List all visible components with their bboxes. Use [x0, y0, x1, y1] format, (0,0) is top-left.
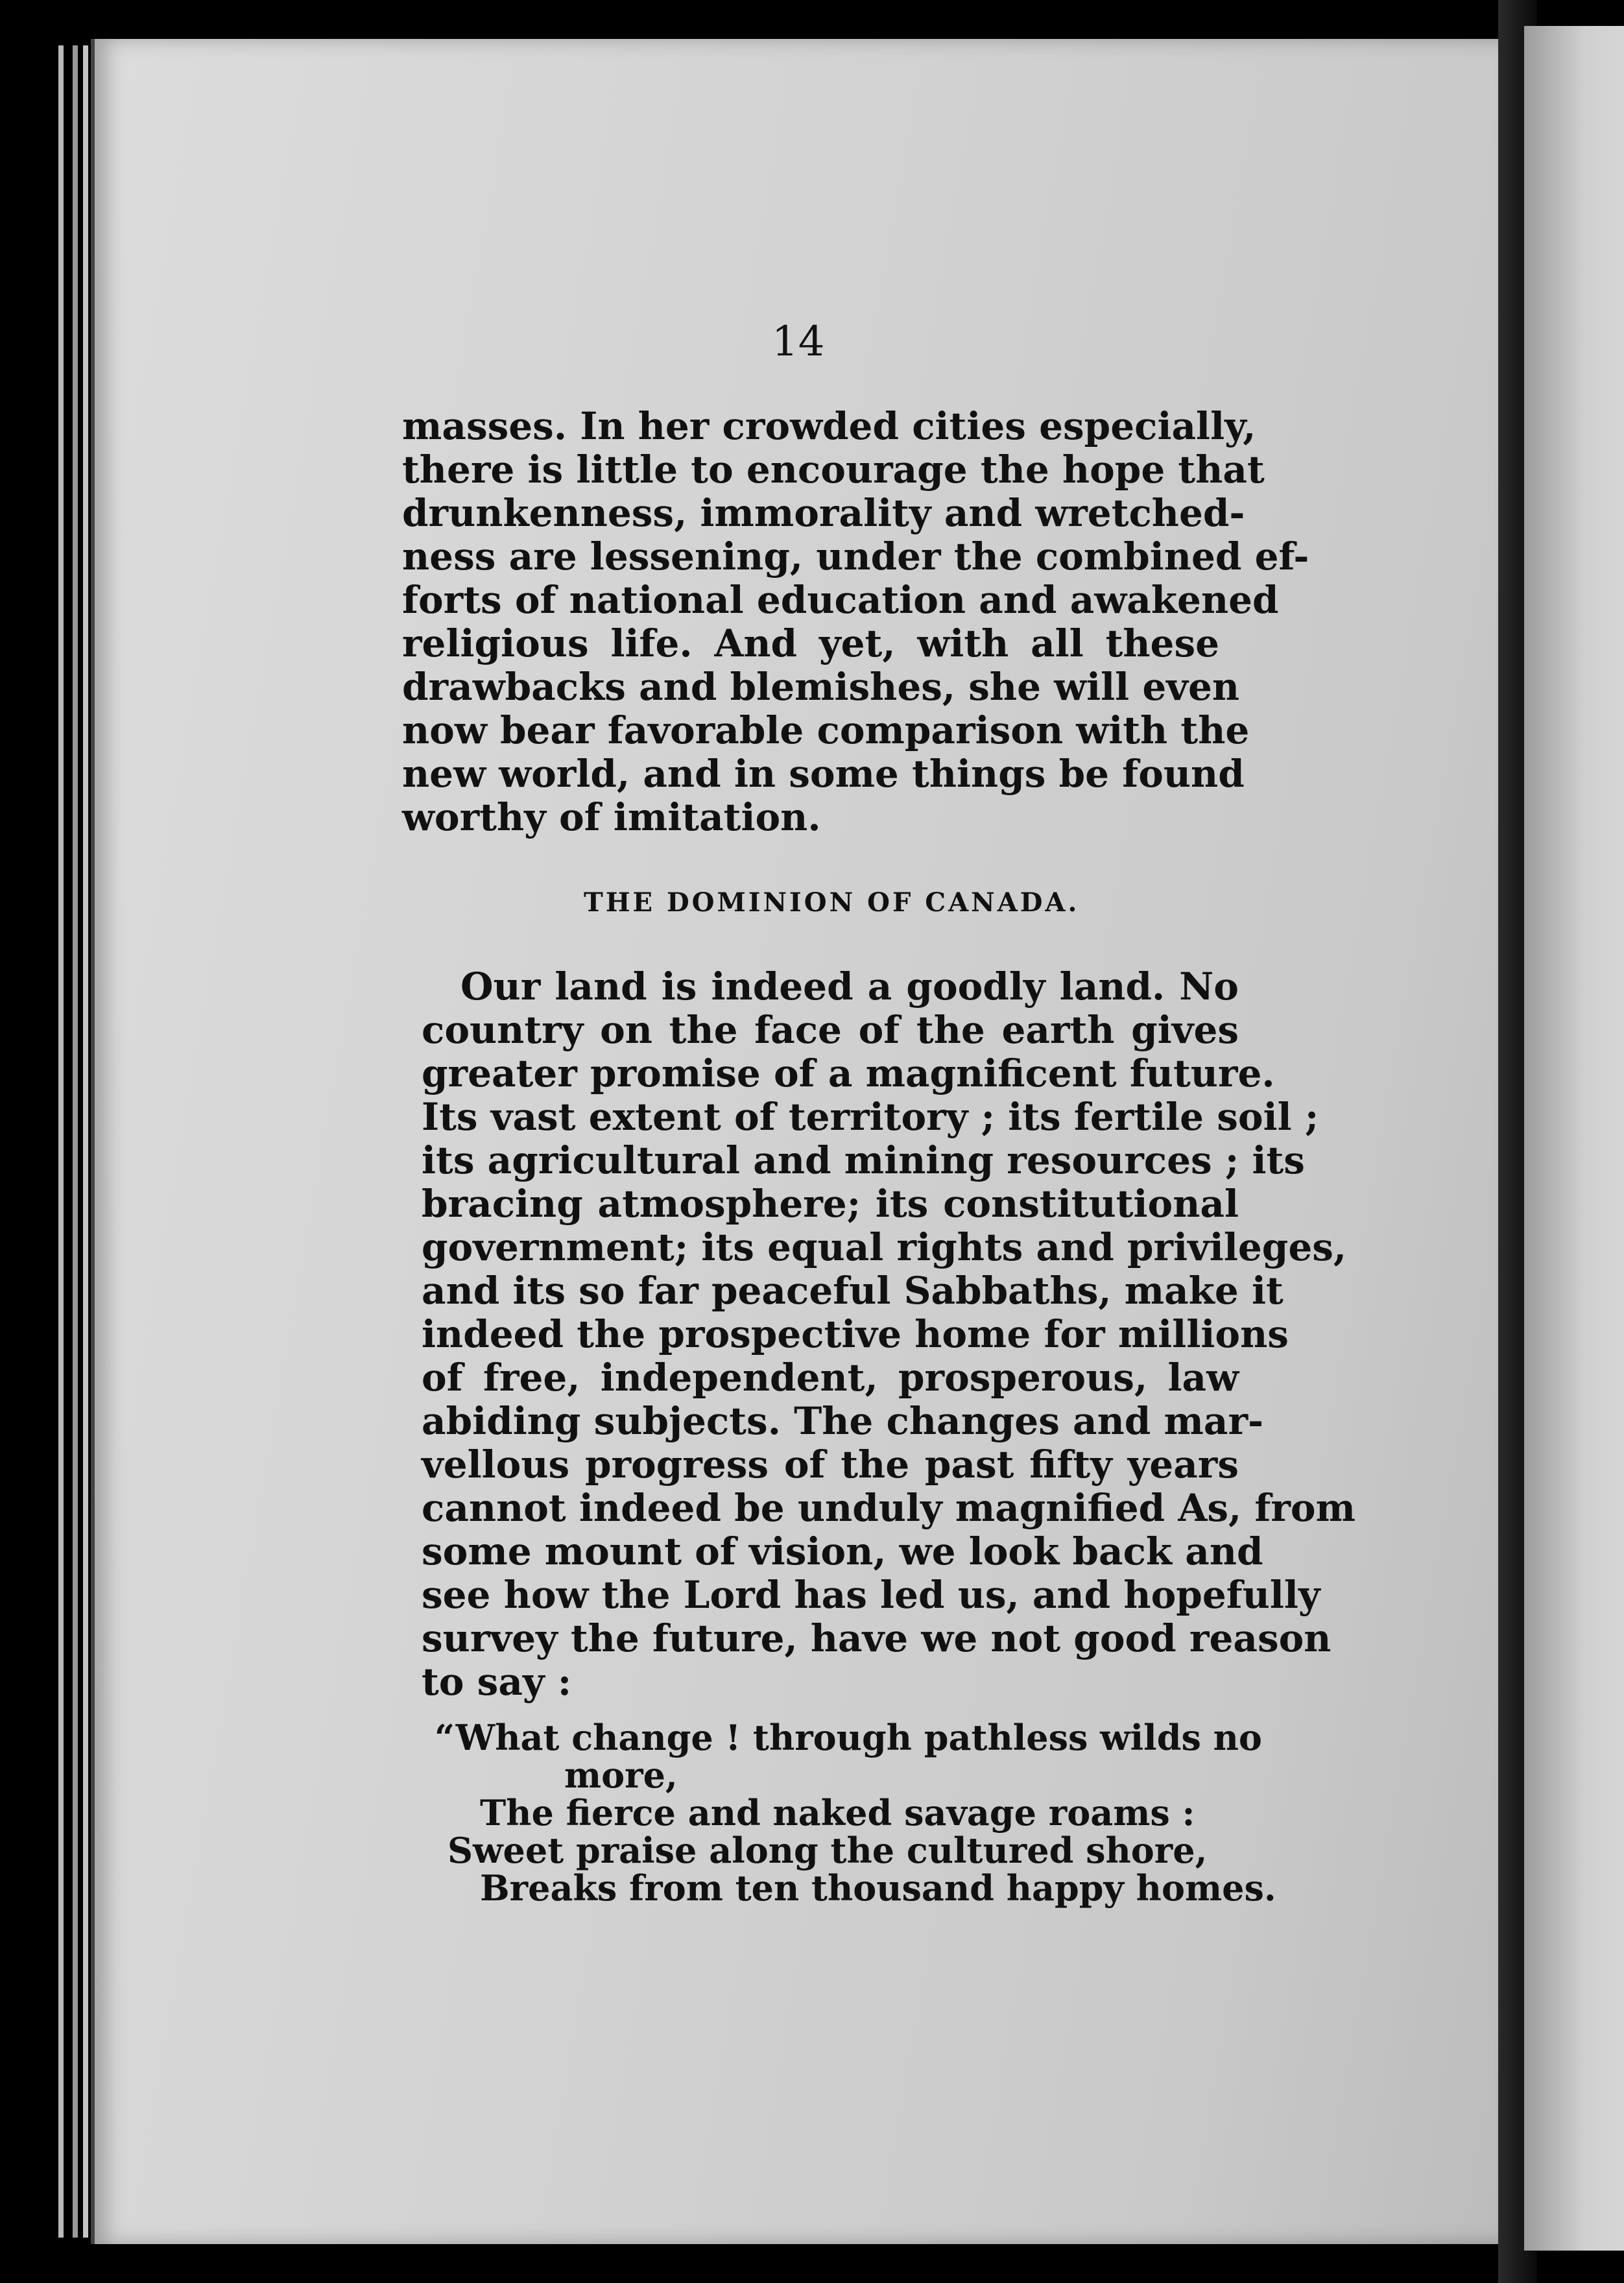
- text-line: vellous progress of the past fifty years: [422, 1442, 1239, 1487]
- text-line: cannot indeed be unduly magnified As, from: [422, 1486, 1355, 1530]
- poem-line: Breaks from ten thousand happy homes.: [480, 1867, 1276, 1909]
- text-line: there is little to encourage the hope that: [402, 448, 1265, 492]
- poem-line: Sweet praise along the cultured shore,: [448, 1830, 1208, 1871]
- text-line: see how the Lord has led us, and hopefully: [422, 1573, 1320, 1617]
- text-line: drunkenness, immorality and wretched-: [402, 491, 1245, 535]
- poem-line: The fierce and naked savage roams :: [480, 1792, 1195, 1834]
- text-line: drawbacks and blemishes, she will even: [402, 665, 1240, 709]
- page-edge: [73, 45, 78, 2238]
- text-line: Our land is indeed a goodly land. No: [460, 964, 1239, 1009]
- text-line: government; its equal rights and privileges,: [422, 1225, 1347, 1269]
- facing-page-edge: [1524, 26, 1624, 2251]
- text-line: greater promise of a magnificent future.: [422, 1051, 1275, 1095]
- page-number: 14: [772, 318, 825, 366]
- text-line: its agricultural and mining resources ; its: [422, 1138, 1305, 1182]
- paragraph-continuation: [402, 404, 1309, 839]
- text-line: masses. In her crowded cities especially,: [402, 404, 1256, 448]
- poem-line: more,: [564, 1754, 678, 1796]
- poem-quotation: [435, 1717, 1276, 1909]
- text-line: indeed the prospective home for millions: [422, 1312, 1289, 1356]
- text-line: survey the future, have we not good reason: [422, 1616, 1331, 1660]
- text-line: forts of national education and awakened: [402, 578, 1279, 622]
- text-line: bracing atmosphere; its constitutional: [422, 1182, 1239, 1226]
- text-line: ness are lessening, under the combined ef-: [402, 534, 1309, 579]
- text-line: country on the face of the earth gives: [422, 1008, 1239, 1052]
- section-heading: THE DOMINION OF CANADA.: [584, 887, 1080, 918]
- text-line: worthy of imitation.: [402, 795, 821, 839]
- page-edge: [83, 45, 88, 2238]
- text-line: religious life. And yet, with all these: [402, 621, 1219, 665]
- poem-line: “What change ! through pathless wilds no: [435, 1717, 1262, 1758]
- text-line: and its so far peaceful Sabbaths, make it: [422, 1269, 1284, 1313]
- text-line: abiding subjects. The changes and mar-: [422, 1399, 1264, 1443]
- text-line: new world, and in some things be found: [402, 752, 1245, 796]
- text-line: to say :: [422, 1660, 572, 1704]
- page-edge: [58, 45, 64, 2238]
- text-line: Its vast extent of territory ; its fertile soil ;: [422, 1095, 1319, 1139]
- text-line: some mount of vision, we look back and: [422, 1529, 1263, 1573]
- paragraph-dominion: [422, 964, 1355, 1704]
- text-line: now bear favorable comparison with the: [402, 708, 1250, 752]
- text-line: of free, independent, prosperous, law: [422, 1356, 1239, 1400]
